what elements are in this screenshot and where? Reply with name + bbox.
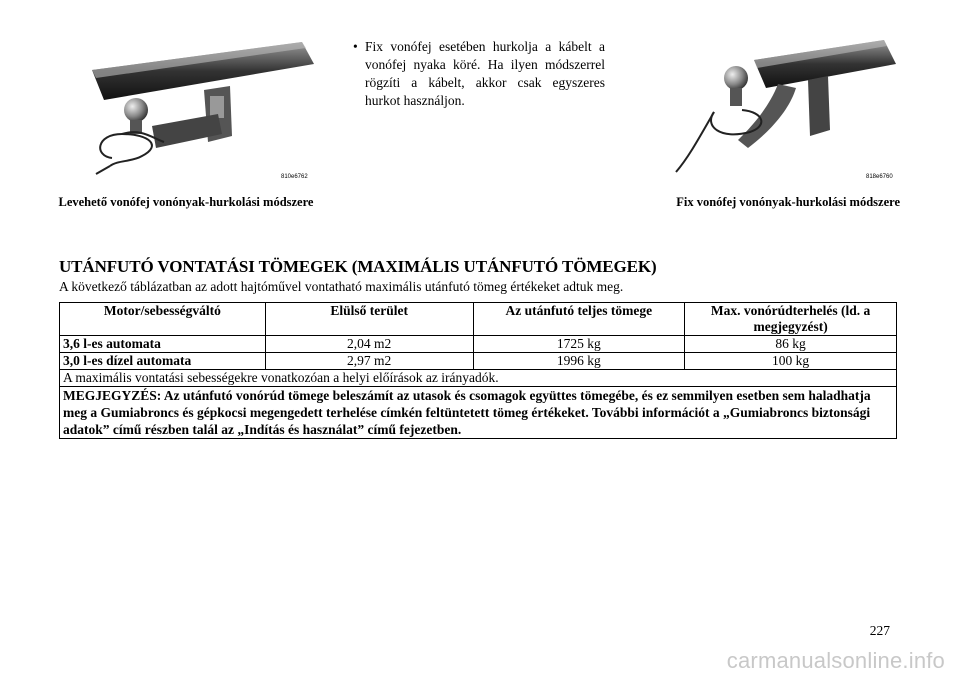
cell-tongue-weight: 86 kg xyxy=(685,336,897,353)
bullet-symbol: • xyxy=(353,39,358,54)
cell-frontal-area: 2,04 m2 xyxy=(265,336,473,353)
page-number: 227 xyxy=(869,623,890,638)
header-engine: Motor/sebességváltó xyxy=(60,303,266,336)
caption-right: Fix vonófej vonónyak-hurkolási módszere xyxy=(676,195,900,209)
fixed-hitch-illustration xyxy=(668,40,898,180)
header-frontal-area: Elülső terület xyxy=(265,303,473,336)
bullet-item xyxy=(355,38,605,110)
section-heading: UTÁNFUTÓ VONTATÁSI TÖMEGEK (MAXIMÁLIS UTÁNFUTÓ TÖMEGEK) xyxy=(59,257,657,276)
cell-engine: 3,6 l-es automata xyxy=(60,336,266,353)
cell-trailer-weight: 1725 kg xyxy=(473,336,685,353)
header-tongue-weight: Max. vonórúdterhelés (ld. a megjegyzést) xyxy=(685,303,897,336)
header-trailer-weight: Az utánfutó teljes tömege xyxy=(473,303,685,336)
figure-code-left: 810e6762 xyxy=(281,174,308,180)
table-row xyxy=(60,353,897,370)
table-header-row xyxy=(60,303,897,336)
speed-note: A maximális vontatási sebességekre vonatkozóan a helyi előírások az irányadók. xyxy=(60,370,897,387)
cell-trailer-weight: 1996 kg xyxy=(473,353,685,370)
intro-text: A következő táblázatban az adott hajtóművel vontatható maximális utánfutó tömeg értékeket adtuk meg. xyxy=(59,279,624,294)
cell-tongue-weight: 100 kg xyxy=(685,353,897,370)
watermark-text: carmanualsonline.info xyxy=(726,648,945,673)
speed-note-row xyxy=(60,370,897,387)
cell-frontal-area: 2,97 m2 xyxy=(265,353,473,370)
note-text: MEGJEGYZÉS: Az utánfutó vonórúd tömege beleszámít az utasok és csomagok együttes tömegébe, és ez semmilyen esetben sem haladhatja meg a Gumiabroncs és gépkocsi megengedett terhelése címkén feltüntetett tömeg értékeket. További információt a „Gumiabroncs biztonsági adatok” című részben talál az „Indítás és használat” című fejezetben. xyxy=(60,387,897,439)
cell-engine: 3,0 l-es dízel automata xyxy=(60,353,266,370)
table-row xyxy=(60,336,897,353)
towing-weights-table xyxy=(59,302,897,439)
removable-hitch-illustration xyxy=(92,38,322,178)
figure-code-right: 818e6760 xyxy=(866,174,893,180)
bullet-text: Fix vonófej esetében hurkolja a kábelt a vonófej nyaka köré. Ha ilyen módszerrel rögzíti a kábelt, akkor csak egyszeres hurkot használjon. xyxy=(365,39,605,108)
caption-left: Levehető vonófej vonónyak-hurkolási módszere xyxy=(58,195,314,209)
note-row xyxy=(60,387,897,439)
